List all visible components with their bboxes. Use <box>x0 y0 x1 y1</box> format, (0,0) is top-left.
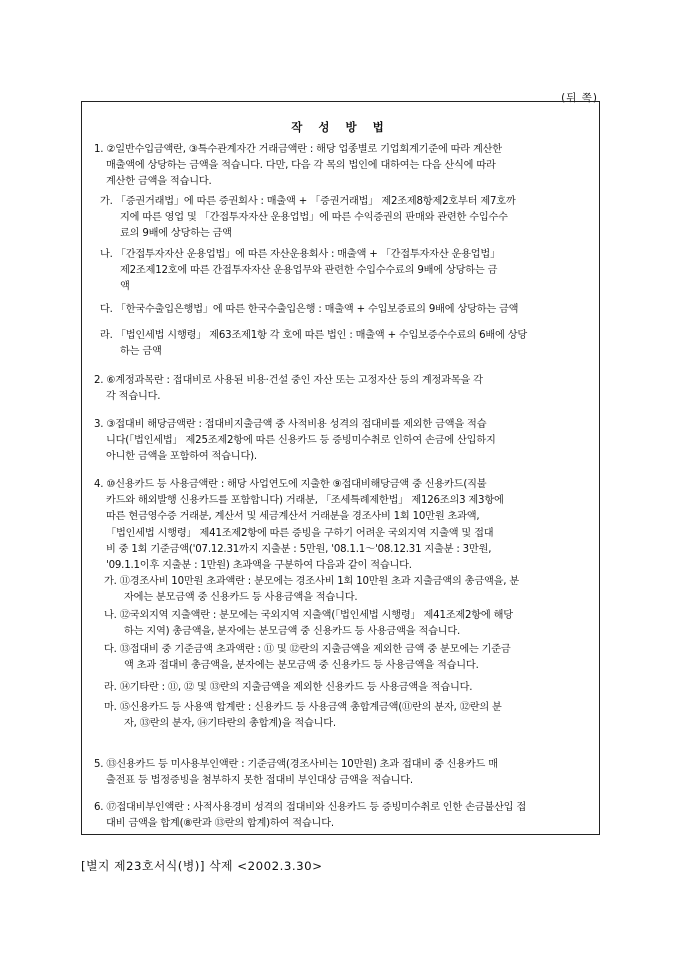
text-line: 라. ⑭기타란 : ⑪, ⑫ 및 ⑬란의 지출금액을 제외한 신용카드 등 사용금액을 적습니다. <box>104 682 473 693</box>
item-3 <box>94 417 590 466</box>
text-line: 비 중 1회 기준금액('07.12.31까지 지출분 : 5만원, '08.1.1～'08.12.31 지출분 : 3만원, <box>106 543 492 555</box>
text-line: 4. ⑩신용카드 등 사용금액란 : 해당 사업연도에 지출한 ⑨접대비해당금액 중 신용카드(직불 <box>94 479 487 490</box>
text-line: 1. ②일반수입금액란, ③특수관계자간 거래금액란 : 해당 업종별로 기업회계기준에 따라 계산한 <box>94 144 502 155</box>
item-5 <box>94 757 590 789</box>
item-4-ga <box>104 574 590 606</box>
text-line: 나. ⑫국외지역 지출액란 : 분모에는 국외지역 지출액(「법인세법 시행령」 제41조제2항에 해당 <box>104 610 513 621</box>
back-side-label: (뒤 쪽) <box>561 92 598 104</box>
text-line: 5. ⑬신용카드 등 미사용부인액란 : 기준금액(경조사비는 10만원) 초과 접대비 중 신용카드 매 <box>94 759 498 770</box>
text-line: 라. 「법인세법 시행령」 제63조제1항 각 호에 따른 법인 : 매출액 + 수입보증수수료의 6배에 상당 <box>100 330 528 341</box>
form-footer-note: [별지 제23호서식(병)] 삭제 <2002.3.30> <box>81 859 323 873</box>
text-line: 자에는 분모금액 중 신용카드 등 사용금액을 적습니다. <box>124 592 358 604</box>
text-line: 각 적습니다. <box>106 391 161 403</box>
text-line: 가. ⑪경조사비 10만원 초과액란 : 분모에는 경조사비 1회 10만원 초과 지출금액의 총금액을, 분 <box>104 576 519 587</box>
text-line: 다. ⑬접대비 중 기준금액 초과액란 : ⑪ 및 ⑫란의 지출금액을 제외한 금액 중 분모에는 기준금 <box>104 644 511 655</box>
text-line: 하는 지역) 총금액을, 분자에는 분모금액 중 신용카드 등 사용금액을 적습니다. <box>124 626 461 638</box>
text-line: 3. ③접대비 해당금액란 : 접대비지출금액 중 사적비용 성격의 접대비를 제외한 금액을 적습 <box>94 419 487 430</box>
text-line: 하는 금액 <box>120 346 162 358</box>
text-line: 제2조제12호에 따른 간접투자자산 운용업무와 관련한 수입수수료의 9배에 상당하는 금 <box>120 265 498 277</box>
text-line: 마. ⑮신용카드 등 사용액 합계란 : 신용카드 등 사용금액 총합계금액(⑪란의 분자, ⑫란의 분 <box>104 702 502 713</box>
item-1-ra <box>100 328 590 360</box>
text-line: 아니한 금액을 포함하여 적습니다). <box>106 451 257 463</box>
text-line: 가. 「증권거래법」에 따른 증권회사 : 매출액 + 「증권거래법」 제2조제8항제2호부터 제7호까 <box>100 196 516 207</box>
instructions-title: 작 성 방 법 <box>291 120 390 134</box>
item-1-ga <box>100 194 590 243</box>
text-line: 니다(「법인세법」 제25조제2항에 따른 신용카드 등 증빙미수취로 인하여 손금에 산입하지 <box>106 435 496 447</box>
item-1-da <box>100 302 590 318</box>
text-line: 액 <box>120 281 130 293</box>
text-line: 계산한 금액을 적습니다. <box>106 176 212 188</box>
text-line: 다. 「한국수출입은행법」에 따른 한국수출입은행 : 매출액 + 수입보증료의 9배에 상당하는 금액 <box>100 304 519 315</box>
text-line: 대비 금액을 합계(⑧란과 ⑬란의 합계)하여 적습니다. <box>106 818 334 830</box>
text-line: 출전표 등 법정증빙을 첨부하지 못한 접대비 부인대상 금액을 적습니다. <box>106 775 413 787</box>
text-line: 액 초과 접대비 총금액을, 분자에는 분모금액 중 신용카드 등 사용금액을 적습니다. <box>124 660 479 672</box>
item-4 <box>94 477 590 574</box>
item-4-ma <box>104 700 590 732</box>
text-line: 매출액에 상당하는 금액을 적습니다. 다만, 다음 각 목의 법인에 대하여는 다음 산식에 따라 <box>106 160 496 172</box>
text-line: 료의 9배에 상당하는 금액 <box>120 228 232 240</box>
item-4-na <box>104 608 590 640</box>
text-line: 지에 따른 영업 및 「간접투자자산 운용업법」에 따른 수익증권의 판매와 관련한 수입수수 <box>120 212 508 224</box>
item-6 <box>94 800 590 832</box>
text-line: 6. ⑰접대비부인액란 : 사적사용경비 성격의 접대비와 신용카드 등 증빙미수취로 인한 손금불산입 접 <box>94 802 526 813</box>
text-line: 나. 「간접투자자산 운용업법」에 따른 자산운용회사 : 매출액 + 「간접투자자산 운용업법」 <box>100 249 501 260</box>
item-1-na <box>100 247 590 296</box>
item-4-da <box>104 642 590 674</box>
text-line: 「법인세법 시행령」 제41조제2항에 따른 증빙을 구하기 어려운 국외지역 지출액 및 접대 <box>106 527 494 539</box>
text-line: 자, ⑬란의 분자, ⑭기타란의 총합계)을 적습니다. <box>124 718 336 730</box>
text-line: 카드와 해외발행 신용카드를 포함합니다) 거래분, 「조세특례제한법」 제126조의3 제3항에 <box>106 495 504 507</box>
instructions-box <box>81 101 600 835</box>
text-line: 2. ⑥계정과목란 : 접대비로 사용된 비용·건설 중인 자산 또는 고정자산 등의 계정과목을 각 <box>94 375 483 386</box>
item-4-ra <box>104 680 590 696</box>
text-line: '09.1.1이후 지출분 : 1만원) 초과액을 구분하여 다음과 같이 적습니다. <box>106 560 412 572</box>
text-line: 따른 현금영수증 거래분, 계산서 및 세금계산서 거래분을 경조사비 1회 10만원 초과액, <box>106 511 480 523</box>
item-1 <box>94 142 590 191</box>
item-2 <box>94 373 590 405</box>
